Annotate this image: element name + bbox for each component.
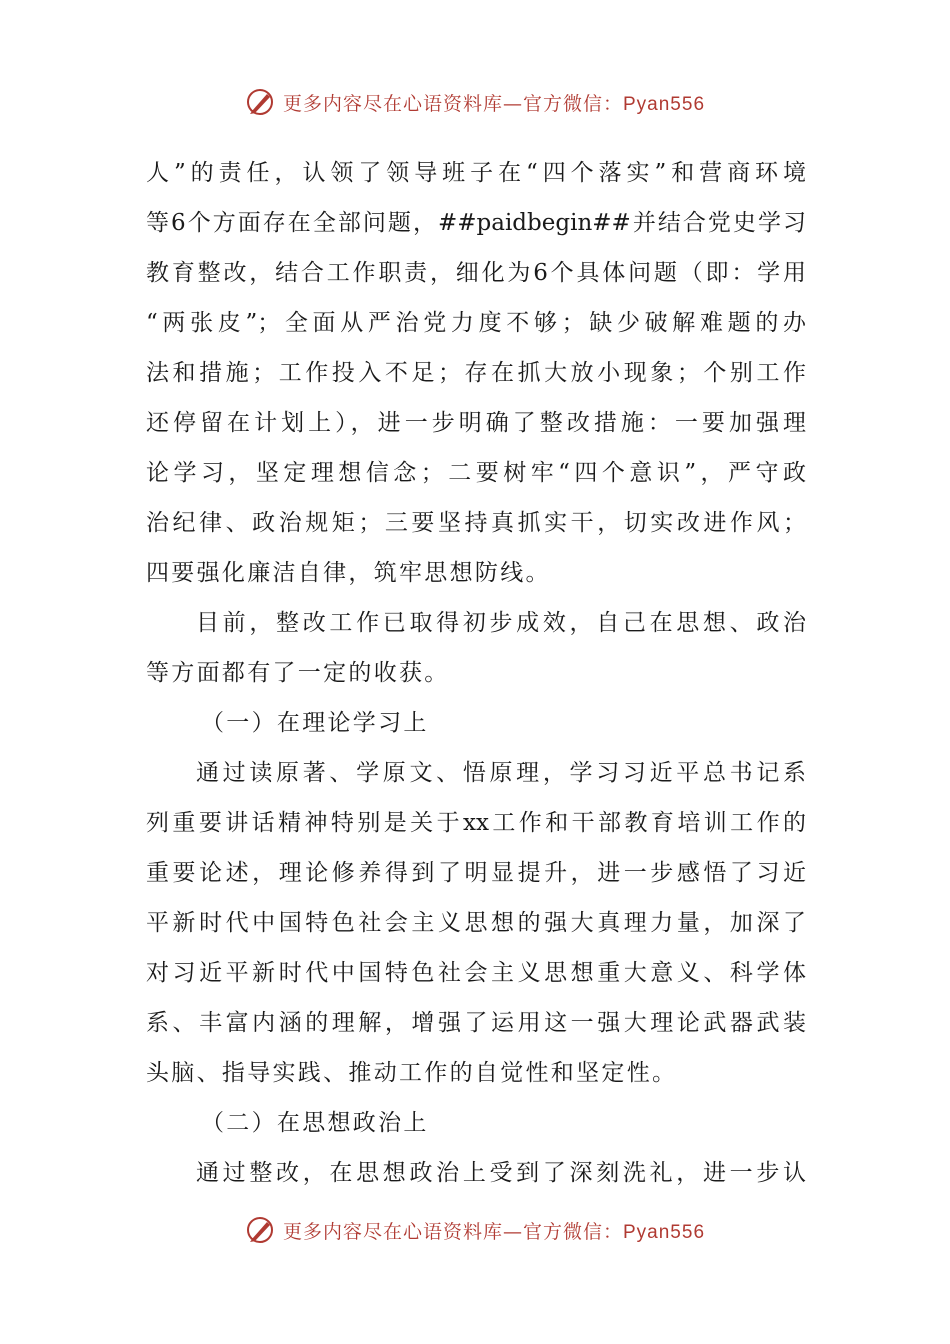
header-watermark [0, 82, 950, 122]
text-line: 列重要讲话精神特别是关于xx工作和干部教育培训工作的 [146, 810, 806, 836]
text-line: 还停留在计划上），进一步明确了整改措施：一要加强理 [146, 410, 806, 436]
text-line: 等方面都有了一定的收获。 [146, 660, 450, 686]
text-line: 教育整改，结合工作职责，细化为6个具体问题（即：学用 [146, 260, 806, 286]
watermark-text: 更多内容尽在心语资料库—官方微信：Pyan556 [282, 92, 706, 115]
watermark-text: 更多内容尽在心语资料库—官方微信：Pyan556 [282, 1220, 706, 1243]
text-line: “两张皮”；全面从严治党力度不够；缺少破解难题的办 [146, 310, 806, 336]
paragraph-start: 通过整改，在思想政治上受到了深刻洗礼，进一步认 [196, 1160, 806, 1186]
text-line: 系、丰富内涵的理解，增强了运用这一强大理论武器武装 [146, 1010, 806, 1036]
text-line: 平新时代中国特色社会主义思想的强大真理力量，加深了 [146, 910, 806, 936]
paragraph-start: 通过读原著、学原文、悟原理，学习习近平总书记系 [196, 760, 806, 786]
text-line: 对习近平新时代中国特色社会主义思想重大意义、科学体 [146, 960, 806, 986]
text-line: 人”的责任，认领了领导班子在“四个落实”和营商环境 [146, 160, 806, 186]
text-line: 四要强化廉洁自律，筑牢思想防线。 [146, 560, 551, 586]
text-line: 头脑、指导实践、推动工作的自觉性和坚定性。 [146, 1060, 678, 1086]
paragraph-start: 目前，整改工作已取得初步成效，自己在思想、政治 [196, 610, 806, 636]
text-line: 重要论述，理论修养得到了明显提升，进一步感悟了习近 [146, 860, 806, 886]
pen-logo-icon [245, 87, 275, 117]
text-line: 法和措施；工作投入不足；存在抓大放小现象；个别工作 [146, 360, 806, 386]
section-heading-politics: （二）在思想政治上 [201, 1110, 429, 1136]
document-body [146, 148, 806, 1198]
text-line: 治纪律、政治规矩；三要坚持真抓实干，切实改进作风； [146, 510, 806, 536]
text-line: 论学习，坚定理想信念；二要树牢“四个意识”，严守政 [146, 460, 806, 486]
section-heading-theory: （一）在理论学习上 [201, 710, 429, 736]
text-line: 等6个方面存在全部问题，##paidbegin##并结合党史学习 [146, 210, 806, 236]
pen-logo-icon [245, 1215, 275, 1245]
footer-watermark [0, 1210, 950, 1250]
